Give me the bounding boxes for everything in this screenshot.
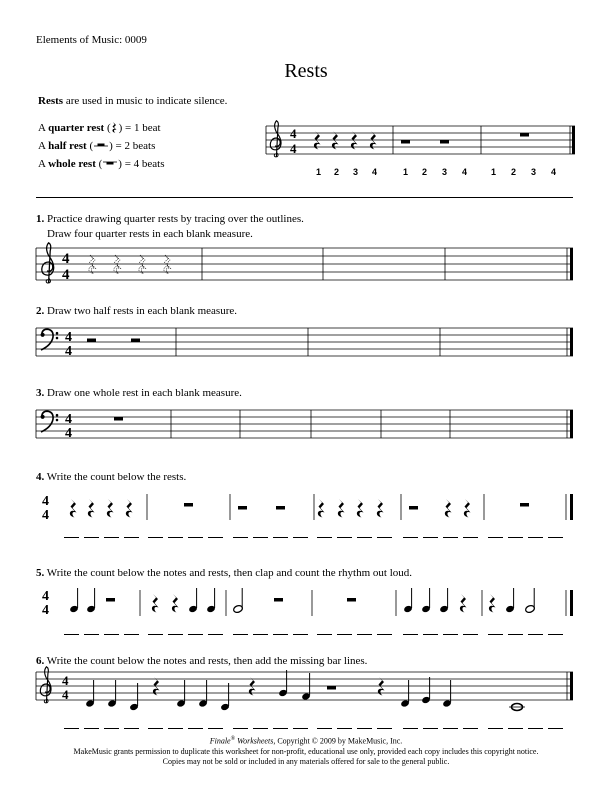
count-blank[interactable] bbox=[528, 537, 543, 538]
quarter-note-icon bbox=[439, 588, 449, 613]
count-blank[interactable] bbox=[528, 634, 543, 635]
page-title: Rests bbox=[284, 60, 328, 82]
count-blank[interactable] bbox=[64, 728, 79, 729]
beat-count: 2 bbox=[422, 167, 428, 177]
count-blank[interactable] bbox=[508, 537, 523, 538]
count-blank[interactable] bbox=[488, 728, 503, 729]
exercise-1-staff bbox=[36, 243, 573, 283]
quarter-rest-icon bbox=[460, 594, 467, 613]
footer-brand: Finale bbox=[209, 736, 231, 746]
half-rest-icon bbox=[440, 140, 449, 144]
count-blank[interactable] bbox=[508, 728, 523, 729]
whole-rest-icon bbox=[114, 417, 123, 421]
beat-count: 4 bbox=[372, 167, 378, 177]
exercise-text: Draw four quarter rests in each blank measure. bbox=[47, 228, 253, 240]
rule-bold: half rest bbox=[48, 140, 87, 152]
count-blank[interactable] bbox=[168, 634, 183, 635]
count-blank[interactable] bbox=[423, 634, 438, 635]
count-blank[interactable] bbox=[168, 537, 183, 538]
beat-count: 4 bbox=[551, 167, 557, 177]
rule-half: A half rest ( ) = 2 beats bbox=[38, 140, 156, 152]
beat-count: 2 bbox=[511, 167, 517, 177]
half-rest-icon bbox=[87, 339, 96, 343]
quarter-rest-icon bbox=[88, 499, 95, 518]
quarter-rest-icon bbox=[338, 499, 345, 518]
count-blank[interactable] bbox=[403, 537, 418, 538]
count-blank[interactable] bbox=[148, 634, 163, 635]
quarter-rest-icon bbox=[489, 594, 496, 613]
half-note-icon bbox=[525, 588, 536, 614]
count-blank[interactable] bbox=[124, 634, 139, 635]
count-blank[interactable] bbox=[423, 537, 438, 538]
beat-count: 1 bbox=[403, 167, 409, 177]
half-note-icon bbox=[233, 588, 244, 614]
time-sig-top: 4 bbox=[62, 673, 69, 688]
count-blank[interactable] bbox=[293, 537, 308, 538]
count-blank[interactable] bbox=[443, 728, 458, 729]
count-blank[interactable] bbox=[188, 728, 203, 729]
quarter-note-icon bbox=[442, 680, 452, 708]
count-blank[interactable] bbox=[548, 537, 563, 538]
count-blank[interactable] bbox=[548, 634, 563, 635]
count-blank[interactable] bbox=[124, 728, 139, 729]
footer-restriction: Copies may not be sold or included in any materials offered for sale to the general public. bbox=[162, 756, 450, 766]
half-rest-icon bbox=[274, 598, 283, 602]
count-blank[interactable] bbox=[188, 537, 203, 538]
beat-count: 4 bbox=[462, 167, 468, 177]
count-blank[interactable] bbox=[104, 537, 119, 538]
count-blank[interactable] bbox=[463, 537, 478, 538]
quarter-rest-icon bbox=[318, 499, 325, 518]
quarter-note-icon bbox=[278, 670, 288, 697]
count-blank[interactable] bbox=[64, 634, 79, 635]
count-blank[interactable] bbox=[293, 634, 308, 635]
quarter-note-icon bbox=[188, 588, 198, 613]
count-blank[interactable] bbox=[273, 728, 288, 729]
whole-note-icon bbox=[509, 704, 525, 711]
time-sig-bottom: 4 bbox=[42, 508, 49, 523]
time-sig-top: 4 bbox=[65, 412, 72, 427]
exercise-number: 5. bbox=[36, 567, 45, 579]
count-blank[interactable] bbox=[253, 537, 268, 538]
worksheet-header: Elements of Music: 0009 bbox=[36, 34, 147, 46]
count-blank[interactable] bbox=[84, 728, 99, 729]
bass-clef-icon bbox=[41, 411, 59, 432]
count-blank[interactable] bbox=[188, 634, 203, 635]
count-blank[interactable] bbox=[488, 537, 503, 538]
quarter-note-icon bbox=[421, 677, 431, 704]
count-blank[interactable] bbox=[377, 634, 392, 635]
beat-count: 2 bbox=[334, 167, 340, 177]
quarter-rest-icon bbox=[107, 499, 114, 518]
rule-pre: A bbox=[38, 140, 49, 152]
count-blank[interactable] bbox=[168, 728, 183, 729]
count-blank[interactable] bbox=[317, 728, 332, 729]
count-blank[interactable] bbox=[357, 634, 372, 635]
count-blank[interactable] bbox=[253, 728, 268, 729]
intro-rest: are used in music to indicate silence. bbox=[63, 95, 228, 107]
quarter-rest-icon bbox=[152, 594, 159, 613]
count-blank[interactable] bbox=[403, 728, 418, 729]
whole-rest-icon bbox=[347, 598, 356, 602]
bass-clef-icon bbox=[41, 329, 59, 350]
count-blank[interactable] bbox=[233, 634, 248, 635]
treble-clef-icon bbox=[42, 243, 54, 283]
quarter-note-icon bbox=[400, 680, 410, 708]
intro-bold: Rests bbox=[38, 95, 64, 107]
half-rest-icon bbox=[401, 140, 410, 144]
half-rest-icon bbox=[106, 598, 115, 602]
exercise-number: 1. bbox=[36, 213, 45, 225]
count-blank[interactable] bbox=[208, 537, 223, 538]
quarter-note-icon bbox=[403, 588, 413, 613]
count-blank[interactable] bbox=[443, 537, 458, 538]
exercise-text: Practice drawing quarter rests by tracing over the outlines. bbox=[44, 213, 304, 225]
exercise-6-staff bbox=[36, 667, 573, 711]
count-blank[interactable] bbox=[463, 728, 478, 729]
quarter-rest-icon bbox=[70, 499, 77, 518]
count-blank[interactable] bbox=[233, 728, 248, 729]
count-blank[interactable] bbox=[84, 537, 99, 538]
beat-count: 1 bbox=[491, 167, 497, 177]
copyright-footer bbox=[0, 734, 612, 767]
count-blank[interactable] bbox=[337, 537, 352, 538]
count-blank[interactable] bbox=[357, 537, 372, 538]
quarter-note-icon bbox=[107, 680, 117, 708]
beat-count: 3 bbox=[442, 167, 448, 177]
count-blank[interactable] bbox=[64, 537, 79, 538]
exercise-text: Write the count below the notes and rests, then add the missing bar lines. bbox=[44, 655, 368, 667]
count-blank[interactable] bbox=[104, 634, 119, 635]
beat-count: 3 bbox=[531, 167, 537, 177]
beat-count: 1 bbox=[316, 167, 322, 177]
exercise-2-staff bbox=[36, 328, 573, 359]
rule-pre: A bbox=[38, 158, 49, 170]
quarter-note-icon bbox=[301, 673, 311, 701]
count-blank[interactable] bbox=[253, 634, 268, 635]
exercise-number: 6. bbox=[36, 655, 45, 667]
count-blank[interactable] bbox=[377, 537, 392, 538]
count-blank[interactable] bbox=[273, 634, 288, 635]
count-blank[interactable] bbox=[337, 728, 352, 729]
count-blank[interactable] bbox=[463, 634, 478, 635]
rule-bold: whole rest bbox=[48, 158, 96, 170]
quarter-note-icon bbox=[220, 683, 230, 711]
quarter-rest-icon bbox=[464, 499, 471, 518]
quarter-note-icon bbox=[206, 588, 216, 613]
exercise-5-rhythm bbox=[42, 588, 573, 618]
rule-post: = 4 beats bbox=[121, 158, 165, 170]
footer-permission: MakeMusic grants permission to duplicate this worksheet for non-profit, educational use only, provided each copy includes this copyright notice. bbox=[73, 746, 539, 756]
time-sig-top: 4 bbox=[42, 494, 49, 509]
count-blank[interactable] bbox=[208, 634, 223, 635]
quarter-note-icon bbox=[86, 588, 96, 613]
rule-post: = 2 beats bbox=[112, 140, 156, 152]
count-blank[interactable] bbox=[124, 537, 139, 538]
quarter-rest-icon bbox=[126, 499, 133, 518]
whole-rest-icon bbox=[520, 503, 529, 507]
quarter-note-icon bbox=[176, 680, 186, 708]
exercise-text: Write the count below the notes and rests, then clap and count the rhythm out loud. bbox=[44, 567, 413, 579]
exercise-text: Draw two half rests in each blank measure. bbox=[44, 305, 237, 317]
count-blank[interactable] bbox=[293, 728, 308, 729]
half-rest-icon bbox=[276, 506, 285, 510]
count-blank[interactable] bbox=[273, 537, 288, 538]
quarter-rest-icon bbox=[172, 594, 179, 613]
count-blank[interactable] bbox=[317, 537, 332, 538]
count-blank[interactable] bbox=[84, 634, 99, 635]
time-sig-bottom: 4 bbox=[62, 687, 69, 702]
count-blank[interactable] bbox=[208, 728, 223, 729]
count-blank[interactable] bbox=[233, 537, 248, 538]
count-blank[interactable] bbox=[337, 634, 352, 635]
rule-bold: quarter rest bbox=[48, 122, 105, 134]
rule-pre: A bbox=[38, 122, 49, 134]
quarter-rest-icon bbox=[445, 499, 452, 518]
exercise-text: Draw one whole rest in each blank measure. bbox=[44, 387, 242, 399]
footer-sup: ® bbox=[230, 736, 236, 742]
count-blank[interactable] bbox=[528, 728, 543, 729]
time-sig-bottom: 4 bbox=[65, 426, 72, 441]
time-sig-bottom: 4 bbox=[65, 344, 72, 359]
count-blank[interactable] bbox=[403, 634, 418, 635]
half-rest-icon bbox=[327, 686, 336, 690]
time-sig-bottom: 4 bbox=[42, 603, 49, 618]
quarter-note-icon bbox=[421, 588, 431, 613]
time-sig-top: 4 bbox=[65, 330, 72, 345]
count-blank[interactable] bbox=[548, 728, 563, 729]
whole-rest-icon bbox=[520, 133, 529, 137]
rule-whole: A whole rest ( ) = 4 beats bbox=[38, 158, 165, 170]
exercise-4-rhythm bbox=[36, 494, 575, 523]
count-blank[interactable] bbox=[508, 634, 523, 635]
count-blank[interactable] bbox=[148, 728, 163, 729]
half-rest-icon bbox=[131, 339, 140, 343]
rule-quarter: A quarter rest ( ) = 1 beat bbox=[38, 122, 161, 134]
time-sig-top: 4 bbox=[62, 251, 70, 267]
exercise-text: Write the count below the rests. bbox=[44, 471, 187, 483]
count-blank[interactable] bbox=[148, 537, 163, 538]
count-blank[interactable] bbox=[488, 634, 503, 635]
exercise-number: 3. bbox=[36, 387, 45, 399]
quarter-note-icon bbox=[505, 588, 515, 613]
count-blank[interactable] bbox=[377, 728, 392, 729]
time-sig-top: 4 bbox=[290, 126, 297, 141]
exercise-number: 4. bbox=[36, 471, 45, 483]
count-blank[interactable] bbox=[104, 728, 119, 729]
half-rest-icon bbox=[409, 506, 418, 510]
count-blank[interactable] bbox=[443, 634, 458, 635]
count-blank[interactable] bbox=[317, 634, 332, 635]
exercise-number: 2. bbox=[36, 305, 45, 317]
count-blank[interactable] bbox=[357, 728, 372, 729]
quarter-note-icon bbox=[129, 683, 139, 711]
quarter-rest-icon bbox=[357, 499, 364, 518]
quarter-note-icon bbox=[69, 588, 79, 613]
exercise-3-staff bbox=[36, 410, 573, 441]
half-rest-icon bbox=[238, 506, 247, 510]
time-sig-bottom: 4 bbox=[290, 141, 297, 156]
quarter-note-icon bbox=[85, 680, 95, 708]
quarter-rest-icon bbox=[377, 499, 384, 518]
beat-count: 3 bbox=[353, 167, 359, 177]
time-sig-top: 4 bbox=[42, 589, 49, 604]
example-staff bbox=[266, 121, 575, 157]
rule-post: = 1 beat bbox=[122, 122, 161, 134]
time-sig-bottom: 4 bbox=[62, 267, 70, 283]
footer-copyright: , Copyright © 2009 by MakeMusic, Inc. bbox=[273, 736, 403, 746]
quarter-note-icon bbox=[198, 680, 208, 708]
count-blank[interactable] bbox=[423, 728, 438, 729]
footer-brand2: Worksheets bbox=[235, 736, 274, 746]
whole-rest-icon bbox=[184, 503, 193, 507]
